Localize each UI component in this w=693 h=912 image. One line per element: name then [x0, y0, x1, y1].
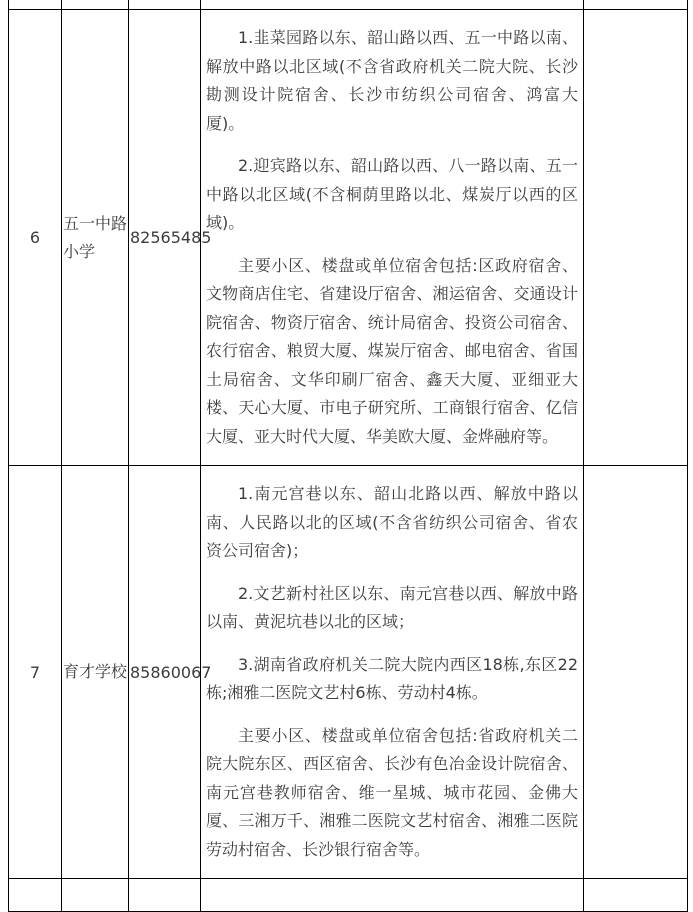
- remark-cell: [584, 879, 688, 912]
- district-description-cell: [201, 0, 584, 10]
- district-paragraph: 3.湖南省政府机关二院大院内西区18栋,东区22栋;湘雅二医院文艺村6栋、劳动村4栋。: [206, 654, 578, 702]
- phone-cell: [129, 10, 212, 466]
- school-name: 五一中路小学: [63, 213, 128, 261]
- district-description-cell: [201, 466, 584, 879]
- district-paragraph: 主要小区、楼盘或单位宿舍包括:省政府机关二院大院东区、西区宿舍、长沙有色冶金设计院宿舍、南元宫巷教师宿舍、维一星城、城市花园、金佛大厦、三湘万千、湘雅二医院文艺村宿舍、湘雅二医院劳动村宿舍、长沙银行宿舍等。: [206, 725, 578, 859]
- school-district-table: [8, 0, 688, 912]
- school-name-cell: [62, 466, 129, 879]
- remark-cell: [584, 10, 688, 466]
- row-number-cell: [9, 10, 62, 466]
- district-paragraph: 2.文艺新村社区以东、南元宫巷以西、解放中路以南、黄泥坑巷以北的区域；: [206, 583, 578, 631]
- district-paragraph: 主要小区、楼盘或单位宿舍包括:区政府宿舍、文物商店住宅、省建设厅宿舍、湘运宿舍、交通设计院宿舍、物资厅宿舍、统计局宿舍、投资公司宿舍、农行宿舍、粮贸大厦、煤炭厅宿舍、邮电宿舍、省国土局宿舍、文华印刷厂宿舍、鑫天大厦、亚细亚大楼、天心大厦、市电子研究所、工商银行宿舍、亿信大厦、亚大时代大厦、华美欧大厦、金烨融府等。: [206, 255, 578, 446]
- phone-cell: [129, 466, 212, 879]
- school-name: 育才学校: [63, 662, 128, 681]
- row-number-cell: [9, 0, 62, 10]
- table-row-7: [9, 466, 688, 879]
- table-row-partial-top: [9, 0, 688, 10]
- row-number: 6: [29, 228, 41, 247]
- phone-number: 85860067: [130, 662, 212, 682]
- school-name-cell: [62, 0, 129, 10]
- phone-number: 82565485: [130, 228, 212, 247]
- school-name-cell: [62, 879, 129, 912]
- district-paragraph: 1.南元宫巷以东、韶山北路以西、解放中路以南、人民路以北的区域(不含省纺织公司宿舍、省农资公司宿舍)；: [206, 484, 578, 560]
- district-paragraph: 1.韭菜园路以东、韶山路以西、五一中路以南、解放中路以北区域(不含省政府机关二院大院、长沙勘测设计院宿舍、长沙市纺织公司宿舍、鸿富大厦)。: [206, 28, 578, 133]
- phone-cell: [129, 0, 201, 10]
- district-paragraph: 2.迎宾路以东、韶山路以西、八一路以南、五一中路以北区域(不含桐荫里路以北、煤炭厅以西的区域)。: [206, 156, 578, 232]
- row-number-cell: [9, 879, 62, 912]
- table-row-6: [9, 10, 688, 466]
- district-description-cell: [201, 10, 584, 466]
- remark-cell: [584, 466, 688, 879]
- table-row-partial-bottom: [9, 879, 688, 912]
- remark-cell: [584, 0, 688, 10]
- school-name-cell: [62, 10, 129, 466]
- row-number-cell: [9, 466, 62, 879]
- district-description-cell: [201, 879, 584, 912]
- row-number: 7: [29, 662, 41, 682]
- phone-cell: [129, 879, 201, 912]
